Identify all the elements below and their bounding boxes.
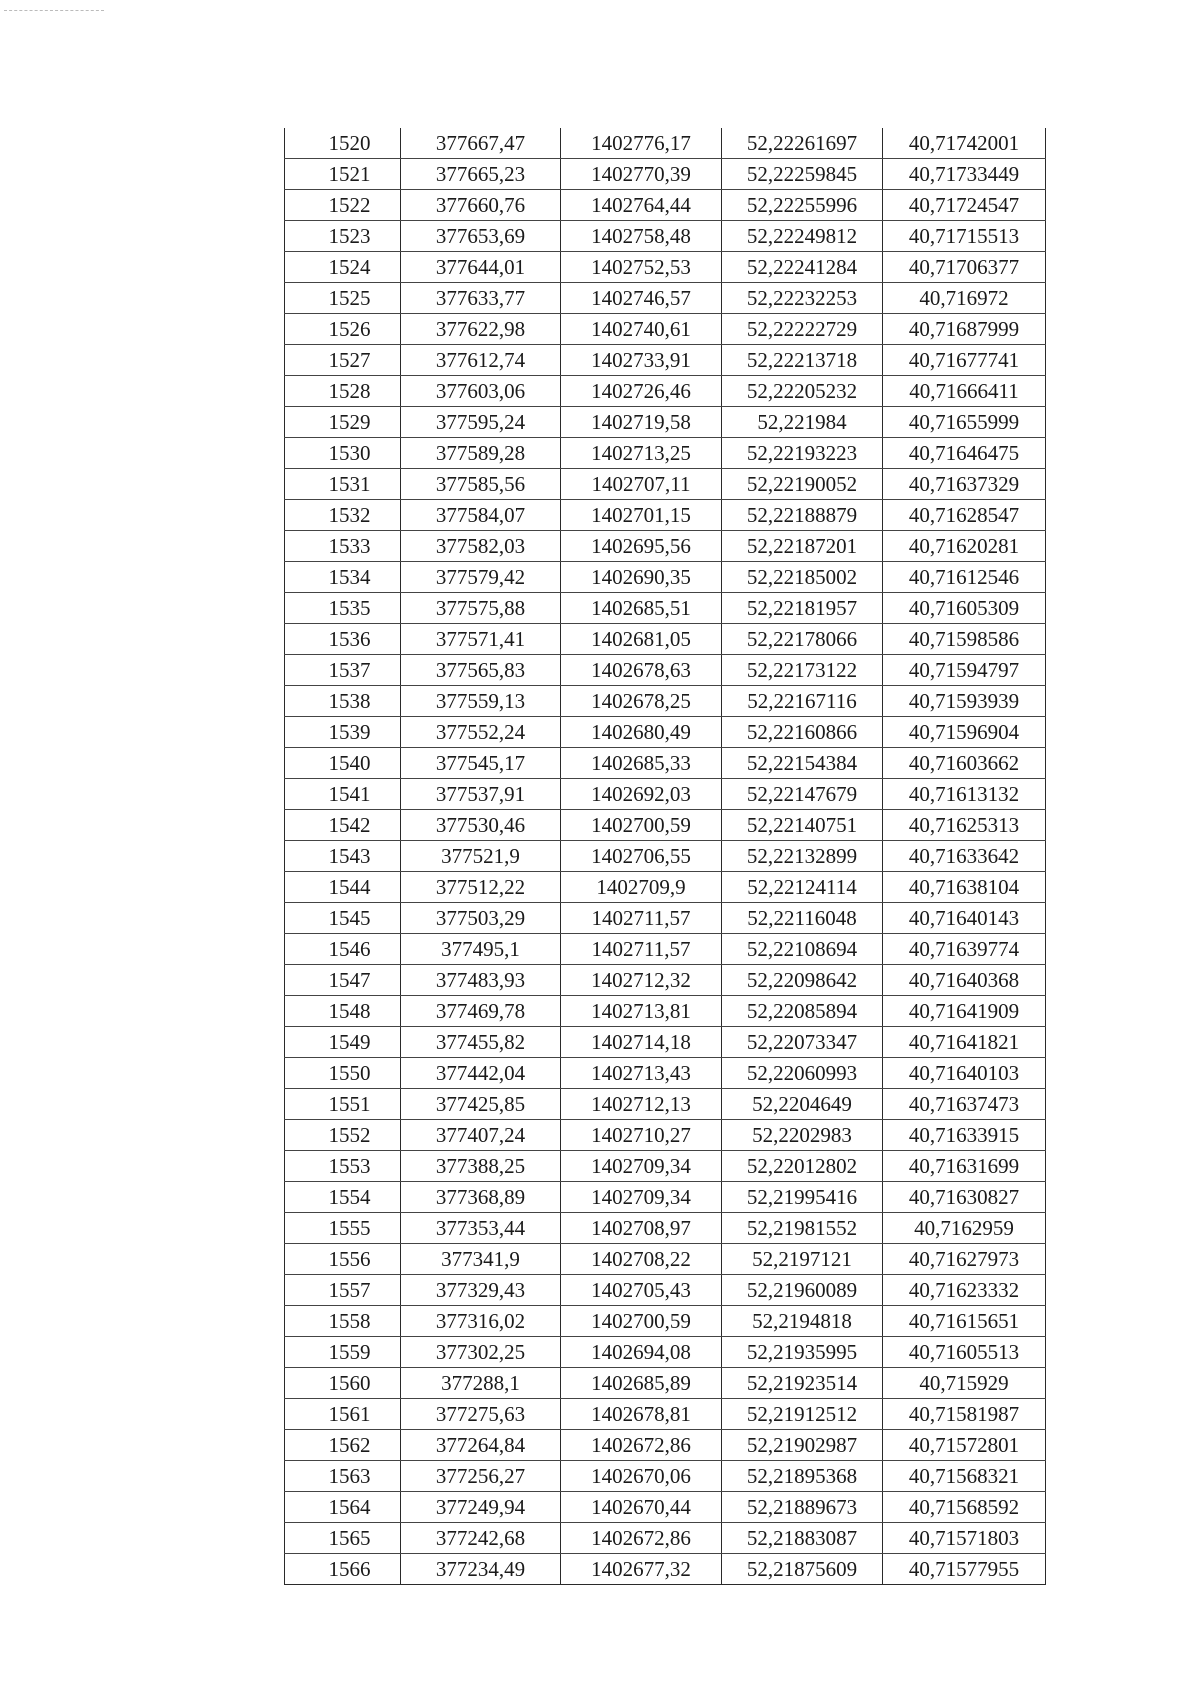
longitude-cell: 40,71572801 (883, 1430, 1046, 1461)
coordinate-table (284, 128, 1046, 1585)
point-number-cell: 1557 (285, 1275, 401, 1306)
point-number-cell: 1564 (285, 1492, 401, 1523)
longitude-cell: 40,71593939 (883, 686, 1046, 717)
longitude-cell: 40,71603662 (883, 748, 1046, 779)
latitude-cell: 52,22185002 (722, 562, 883, 593)
latitude-cell: 52,22232253 (722, 283, 883, 314)
latitude-cell: 52,2197121 (722, 1244, 883, 1275)
coord-x-cell: 377603,06 (401, 376, 561, 407)
table-row (285, 438, 1046, 469)
point-number-cell: 1563 (285, 1461, 401, 1492)
longitude-cell: 40,71594797 (883, 655, 1046, 686)
coord-y-cell: 1402685,33 (561, 748, 722, 779)
coord-y-cell: 1402708,22 (561, 1244, 722, 1275)
point-number-cell: 1531 (285, 469, 401, 500)
latitude-cell: 52,22259845 (722, 159, 883, 190)
table-row (285, 1151, 1046, 1182)
latitude-cell: 52,22085894 (722, 996, 883, 1027)
longitude-cell: 40,71625313 (883, 810, 1046, 841)
point-number-cell: 1539 (285, 717, 401, 748)
coord-x-cell: 377595,24 (401, 407, 561, 438)
table-row (285, 779, 1046, 810)
table-row (285, 1182, 1046, 1213)
longitude-cell: 40,71623332 (883, 1275, 1046, 1306)
longitude-cell: 40,716972 (883, 283, 1046, 314)
coord-y-cell: 1402708,97 (561, 1213, 722, 1244)
point-number-cell: 1558 (285, 1306, 401, 1337)
table-row (285, 903, 1046, 934)
coord-y-cell: 1402672,86 (561, 1430, 722, 1461)
table-row (285, 655, 1046, 686)
latitude-cell: 52,22188879 (722, 500, 883, 531)
scan-artifact (4, 10, 104, 13)
longitude-cell: 40,71568592 (883, 1492, 1046, 1523)
table-row (285, 717, 1046, 748)
point-number-cell: 1533 (285, 531, 401, 562)
coord-x-cell: 377589,28 (401, 438, 561, 469)
longitude-cell: 40,71640368 (883, 965, 1046, 996)
coord-y-cell: 1402714,18 (561, 1027, 722, 1058)
longitude-cell: 40,71568321 (883, 1461, 1046, 1492)
point-number-cell: 1536 (285, 624, 401, 655)
table-row (285, 965, 1046, 996)
coord-x-cell: 377585,56 (401, 469, 561, 500)
coord-x-cell: 377665,23 (401, 159, 561, 190)
point-number-cell: 1535 (285, 593, 401, 624)
coord-y-cell: 1402726,46 (561, 376, 722, 407)
latitude-cell: 52,221984 (722, 407, 883, 438)
latitude-cell: 52,21923514 (722, 1368, 883, 1399)
table-row (285, 1337, 1046, 1368)
coord-y-cell: 1402685,51 (561, 593, 722, 624)
coord-x-cell: 377552,24 (401, 717, 561, 748)
table-row (285, 934, 1046, 965)
point-number-cell: 1561 (285, 1399, 401, 1430)
point-number-cell: 1524 (285, 252, 401, 283)
coord-y-cell: 1402692,03 (561, 779, 722, 810)
point-number-cell: 1559 (285, 1337, 401, 1368)
coord-x-cell: 377559,13 (401, 686, 561, 717)
latitude-cell: 52,21981552 (722, 1213, 883, 1244)
coord-y-cell: 1402681,05 (561, 624, 722, 655)
point-number-cell: 1565 (285, 1523, 401, 1554)
latitude-cell: 52,21912512 (722, 1399, 883, 1430)
coord-x-cell: 377469,78 (401, 996, 561, 1027)
latitude-cell: 52,22193223 (722, 438, 883, 469)
longitude-cell: 40,71640143 (883, 903, 1046, 934)
point-number-cell: 1562 (285, 1430, 401, 1461)
point-number-cell: 1530 (285, 438, 401, 469)
point-number-cell: 1544 (285, 872, 401, 903)
point-number-cell: 1553 (285, 1151, 401, 1182)
coord-x-cell: 377388,25 (401, 1151, 561, 1182)
point-number-cell: 1523 (285, 221, 401, 252)
coord-y-cell: 1402752,53 (561, 252, 722, 283)
latitude-cell: 52,22012802 (722, 1151, 883, 1182)
table-row (285, 872, 1046, 903)
point-number-cell: 1525 (285, 283, 401, 314)
latitude-cell: 52,2194818 (722, 1306, 883, 1337)
coord-y-cell: 1402672,86 (561, 1523, 722, 1554)
coord-x-cell: 377242,68 (401, 1523, 561, 1554)
point-number-cell: 1527 (285, 345, 401, 376)
longitude-cell: 40,71637329 (883, 469, 1046, 500)
table-row (285, 252, 1046, 283)
table-row (285, 996, 1046, 1027)
coord-x-cell: 377256,27 (401, 1461, 561, 1492)
point-number-cell: 1556 (285, 1244, 401, 1275)
latitude-cell: 52,22249812 (722, 221, 883, 252)
longitude-cell: 40,71577955 (883, 1554, 1046, 1585)
longitude-cell: 40,71633642 (883, 841, 1046, 872)
coord-y-cell: 1402670,06 (561, 1461, 722, 1492)
coord-y-cell: 1402695,56 (561, 531, 722, 562)
table-row (285, 686, 1046, 717)
coord-y-cell: 1402709,34 (561, 1182, 722, 1213)
coord-y-cell: 1402678,25 (561, 686, 722, 717)
point-number-cell: 1560 (285, 1368, 401, 1399)
longitude-cell: 40,71637473 (883, 1089, 1046, 1120)
longitude-cell: 40,71605513 (883, 1337, 1046, 1368)
table-row (285, 1027, 1046, 1058)
latitude-cell: 52,21889673 (722, 1492, 883, 1523)
coord-x-cell: 377329,43 (401, 1275, 561, 1306)
coordinate-table-body (285, 128, 1046, 1585)
table-row (285, 1461, 1046, 1492)
coord-y-cell: 1402670,44 (561, 1492, 722, 1523)
longitude-cell: 40,71631699 (883, 1151, 1046, 1182)
longitude-cell: 40,71687999 (883, 314, 1046, 345)
coord-y-cell: 1402746,57 (561, 283, 722, 314)
point-number-cell: 1537 (285, 655, 401, 686)
table-row (285, 748, 1046, 779)
longitude-cell: 40,71640103 (883, 1058, 1046, 1089)
table-row (285, 1275, 1046, 1306)
longitude-cell: 40,71627973 (883, 1244, 1046, 1275)
coord-x-cell: 377660,76 (401, 190, 561, 221)
table-row (285, 1213, 1046, 1244)
coord-y-cell: 1402709,34 (561, 1151, 722, 1182)
coord-x-cell: 377582,03 (401, 531, 561, 562)
point-number-cell: 1548 (285, 996, 401, 1027)
point-number-cell: 1541 (285, 779, 401, 810)
coord-y-cell: 1402713,43 (561, 1058, 722, 1089)
latitude-cell: 52,22213718 (722, 345, 883, 376)
table-row (285, 469, 1046, 500)
longitude-cell: 40,7162959 (883, 1213, 1046, 1244)
coord-y-cell: 1402680,49 (561, 717, 722, 748)
table-row (285, 562, 1046, 593)
coord-x-cell: 377368,89 (401, 1182, 561, 1213)
coord-y-cell: 1402713,81 (561, 996, 722, 1027)
latitude-cell: 52,22147679 (722, 779, 883, 810)
coord-x-cell: 377495,1 (401, 934, 561, 965)
coord-x-cell: 377302,25 (401, 1337, 561, 1368)
latitude-cell: 52,21875609 (722, 1554, 883, 1585)
table-row (285, 1399, 1046, 1430)
coord-x-cell: 377503,29 (401, 903, 561, 934)
longitude-cell: 40,71596904 (883, 717, 1046, 748)
coord-y-cell: 1402678,81 (561, 1399, 722, 1430)
table-row (285, 407, 1046, 438)
point-number-cell: 1566 (285, 1554, 401, 1585)
point-number-cell: 1534 (285, 562, 401, 593)
coord-y-cell: 1402690,35 (561, 562, 722, 593)
point-number-cell: 1546 (285, 934, 401, 965)
longitude-cell: 40,715929 (883, 1368, 1046, 1399)
longitude-cell: 40,71628547 (883, 500, 1046, 531)
latitude-cell: 52,22205232 (722, 376, 883, 407)
longitude-cell: 40,71641909 (883, 996, 1046, 1027)
table-row (285, 1554, 1046, 1585)
table-row (285, 128, 1046, 159)
longitude-cell: 40,71581987 (883, 1399, 1046, 1430)
latitude-cell: 52,21902987 (722, 1430, 883, 1461)
latitude-cell: 52,21960089 (722, 1275, 883, 1306)
coord-x-cell: 377234,49 (401, 1554, 561, 1585)
latitude-cell: 52,22190052 (722, 469, 883, 500)
point-number-cell: 1549 (285, 1027, 401, 1058)
latitude-cell: 52,22060993 (722, 1058, 883, 1089)
longitude-cell: 40,71742001 (883, 128, 1046, 159)
coord-x-cell: 377483,93 (401, 965, 561, 996)
longitude-cell: 40,71733449 (883, 159, 1046, 190)
latitude-cell: 52,22255996 (722, 190, 883, 221)
point-number-cell: 1538 (285, 686, 401, 717)
table-row (285, 841, 1046, 872)
latitude-cell: 52,21935995 (722, 1337, 883, 1368)
table-row (285, 376, 1046, 407)
latitude-cell: 52,22160866 (722, 717, 883, 748)
latitude-cell: 52,21995416 (722, 1182, 883, 1213)
coord-y-cell: 1402719,58 (561, 407, 722, 438)
longitude-cell: 40,71620281 (883, 531, 1046, 562)
point-number-cell: 1555 (285, 1213, 401, 1244)
point-number-cell: 1542 (285, 810, 401, 841)
coord-y-cell: 1402733,91 (561, 345, 722, 376)
coord-x-cell: 377545,17 (401, 748, 561, 779)
longitude-cell: 40,71613132 (883, 779, 1046, 810)
longitude-cell: 40,71706377 (883, 252, 1046, 283)
table-row (285, 1523, 1046, 1554)
table-row (285, 1430, 1046, 1461)
coord-y-cell: 1402710,27 (561, 1120, 722, 1151)
point-number-cell: 1551 (285, 1089, 401, 1120)
coord-x-cell: 377512,22 (401, 872, 561, 903)
point-number-cell: 1552 (285, 1120, 401, 1151)
table-row (285, 593, 1046, 624)
latitude-cell: 52,22140751 (722, 810, 883, 841)
table-row (285, 624, 1046, 655)
coord-x-cell: 377249,94 (401, 1492, 561, 1523)
latitude-cell: 52,22241284 (722, 252, 883, 283)
table-row (285, 1368, 1046, 1399)
latitude-cell: 52,22154384 (722, 748, 883, 779)
latitude-cell: 52,22261697 (722, 128, 883, 159)
latitude-cell: 52,22124114 (722, 872, 883, 903)
coord-y-cell: 1402700,59 (561, 1306, 722, 1337)
coord-x-cell: 377667,47 (401, 128, 561, 159)
longitude-cell: 40,71633915 (883, 1120, 1046, 1151)
point-number-cell: 1532 (285, 500, 401, 531)
latitude-cell: 52,22187201 (722, 531, 883, 562)
longitude-cell: 40,71677741 (883, 345, 1046, 376)
latitude-cell: 52,2202983 (722, 1120, 883, 1151)
point-number-cell: 1522 (285, 190, 401, 221)
latitude-cell: 52,2204649 (722, 1089, 883, 1120)
coord-y-cell: 1402685,89 (561, 1368, 722, 1399)
coord-x-cell: 377275,63 (401, 1399, 561, 1430)
point-number-cell: 1543 (285, 841, 401, 872)
table-row (285, 283, 1046, 314)
coord-x-cell: 377571,41 (401, 624, 561, 655)
coord-x-cell: 377442,04 (401, 1058, 561, 1089)
longitude-cell: 40,71724547 (883, 190, 1046, 221)
point-number-cell: 1550 (285, 1058, 401, 1089)
longitude-cell: 40,71655999 (883, 407, 1046, 438)
latitude-cell: 52,21895368 (722, 1461, 883, 1492)
coord-x-cell: 377633,77 (401, 283, 561, 314)
coord-y-cell: 1402758,48 (561, 221, 722, 252)
table-row (285, 314, 1046, 345)
point-number-cell: 1554 (285, 1182, 401, 1213)
coord-x-cell: 377584,07 (401, 500, 561, 531)
latitude-cell: 52,22108694 (722, 934, 883, 965)
latitude-cell: 52,22222729 (722, 314, 883, 345)
table-row (285, 345, 1046, 376)
table-row (285, 1306, 1046, 1337)
latitude-cell: 52,22116048 (722, 903, 883, 934)
longitude-cell: 40,71605309 (883, 593, 1046, 624)
coord-y-cell: 1402678,63 (561, 655, 722, 686)
point-number-cell: 1545 (285, 903, 401, 934)
longitude-cell: 40,71638104 (883, 872, 1046, 903)
longitude-cell: 40,71598586 (883, 624, 1046, 655)
coord-y-cell: 1402707,11 (561, 469, 722, 500)
latitude-cell: 52,22181957 (722, 593, 883, 624)
coord-y-cell: 1402713,25 (561, 438, 722, 469)
coord-x-cell: 377537,91 (401, 779, 561, 810)
coord-y-cell: 1402694,08 (561, 1337, 722, 1368)
coord-y-cell: 1402776,17 (561, 128, 722, 159)
coord-x-cell: 377644,01 (401, 252, 561, 283)
table-row (285, 531, 1046, 562)
latitude-cell: 52,22132899 (722, 841, 883, 872)
latitude-cell: 52,22167116 (722, 686, 883, 717)
table-row (285, 1492, 1046, 1523)
coord-x-cell: 377316,02 (401, 1306, 561, 1337)
coord-x-cell: 377407,24 (401, 1120, 561, 1151)
point-number-cell: 1521 (285, 159, 401, 190)
coord-y-cell: 1402700,59 (561, 810, 722, 841)
coord-y-cell: 1402711,57 (561, 934, 722, 965)
table-row (285, 1244, 1046, 1275)
coord-x-cell: 377455,82 (401, 1027, 561, 1058)
coord-x-cell: 377288,1 (401, 1368, 561, 1399)
coord-x-cell: 377353,44 (401, 1213, 561, 1244)
coord-x-cell: 377653,69 (401, 221, 561, 252)
latitude-cell: 52,22178066 (722, 624, 883, 655)
table-row (285, 500, 1046, 531)
latitude-cell: 52,22173122 (722, 655, 883, 686)
coord-y-cell: 1402712,13 (561, 1089, 722, 1120)
longitude-cell: 40,71630827 (883, 1182, 1046, 1213)
coord-x-cell: 377565,83 (401, 655, 561, 686)
coord-y-cell: 1402709,9 (561, 872, 722, 903)
coord-x-cell: 377264,84 (401, 1430, 561, 1461)
table-row (285, 1089, 1046, 1120)
point-number-cell: 1528 (285, 376, 401, 407)
longitude-cell: 40,71639774 (883, 934, 1046, 965)
longitude-cell: 40,71715513 (883, 221, 1046, 252)
longitude-cell: 40,71666411 (883, 376, 1046, 407)
point-number-cell: 1547 (285, 965, 401, 996)
table-row (285, 159, 1046, 190)
coord-y-cell: 1402712,32 (561, 965, 722, 996)
coord-y-cell: 1402677,32 (561, 1554, 722, 1585)
coord-y-cell: 1402701,15 (561, 500, 722, 531)
table-row (285, 1120, 1046, 1151)
point-number-cell: 1529 (285, 407, 401, 438)
point-number-cell: 1540 (285, 748, 401, 779)
coord-x-cell: 377579,42 (401, 562, 561, 593)
coord-y-cell: 1402770,39 (561, 159, 722, 190)
coord-x-cell: 377341,9 (401, 1244, 561, 1275)
latitude-cell: 52,22098642 (722, 965, 883, 996)
table-row (285, 190, 1046, 221)
coord-x-cell: 377575,88 (401, 593, 561, 624)
point-number-cell: 1520 (285, 128, 401, 159)
coord-x-cell: 377425,85 (401, 1089, 561, 1120)
longitude-cell: 40,71612546 (883, 562, 1046, 593)
table-row (285, 810, 1046, 841)
coord-y-cell: 1402764,44 (561, 190, 722, 221)
latitude-cell: 52,21883087 (722, 1523, 883, 1554)
coord-y-cell: 1402705,43 (561, 1275, 722, 1306)
coord-y-cell: 1402706,55 (561, 841, 722, 872)
coord-y-cell: 1402740,61 (561, 314, 722, 345)
coord-y-cell: 1402711,57 (561, 903, 722, 934)
table-row (285, 221, 1046, 252)
longitude-cell: 40,71615651 (883, 1306, 1046, 1337)
longitude-cell: 40,71641821 (883, 1027, 1046, 1058)
table-row (285, 1058, 1046, 1089)
coord-x-cell: 377530,46 (401, 810, 561, 841)
coord-x-cell: 377521,9 (401, 841, 561, 872)
longitude-cell: 40,71571803 (883, 1523, 1046, 1554)
latitude-cell: 52,22073347 (722, 1027, 883, 1058)
longitude-cell: 40,71646475 (883, 438, 1046, 469)
coord-x-cell: 377612,74 (401, 345, 561, 376)
point-number-cell: 1526 (285, 314, 401, 345)
coord-x-cell: 377622,98 (401, 314, 561, 345)
